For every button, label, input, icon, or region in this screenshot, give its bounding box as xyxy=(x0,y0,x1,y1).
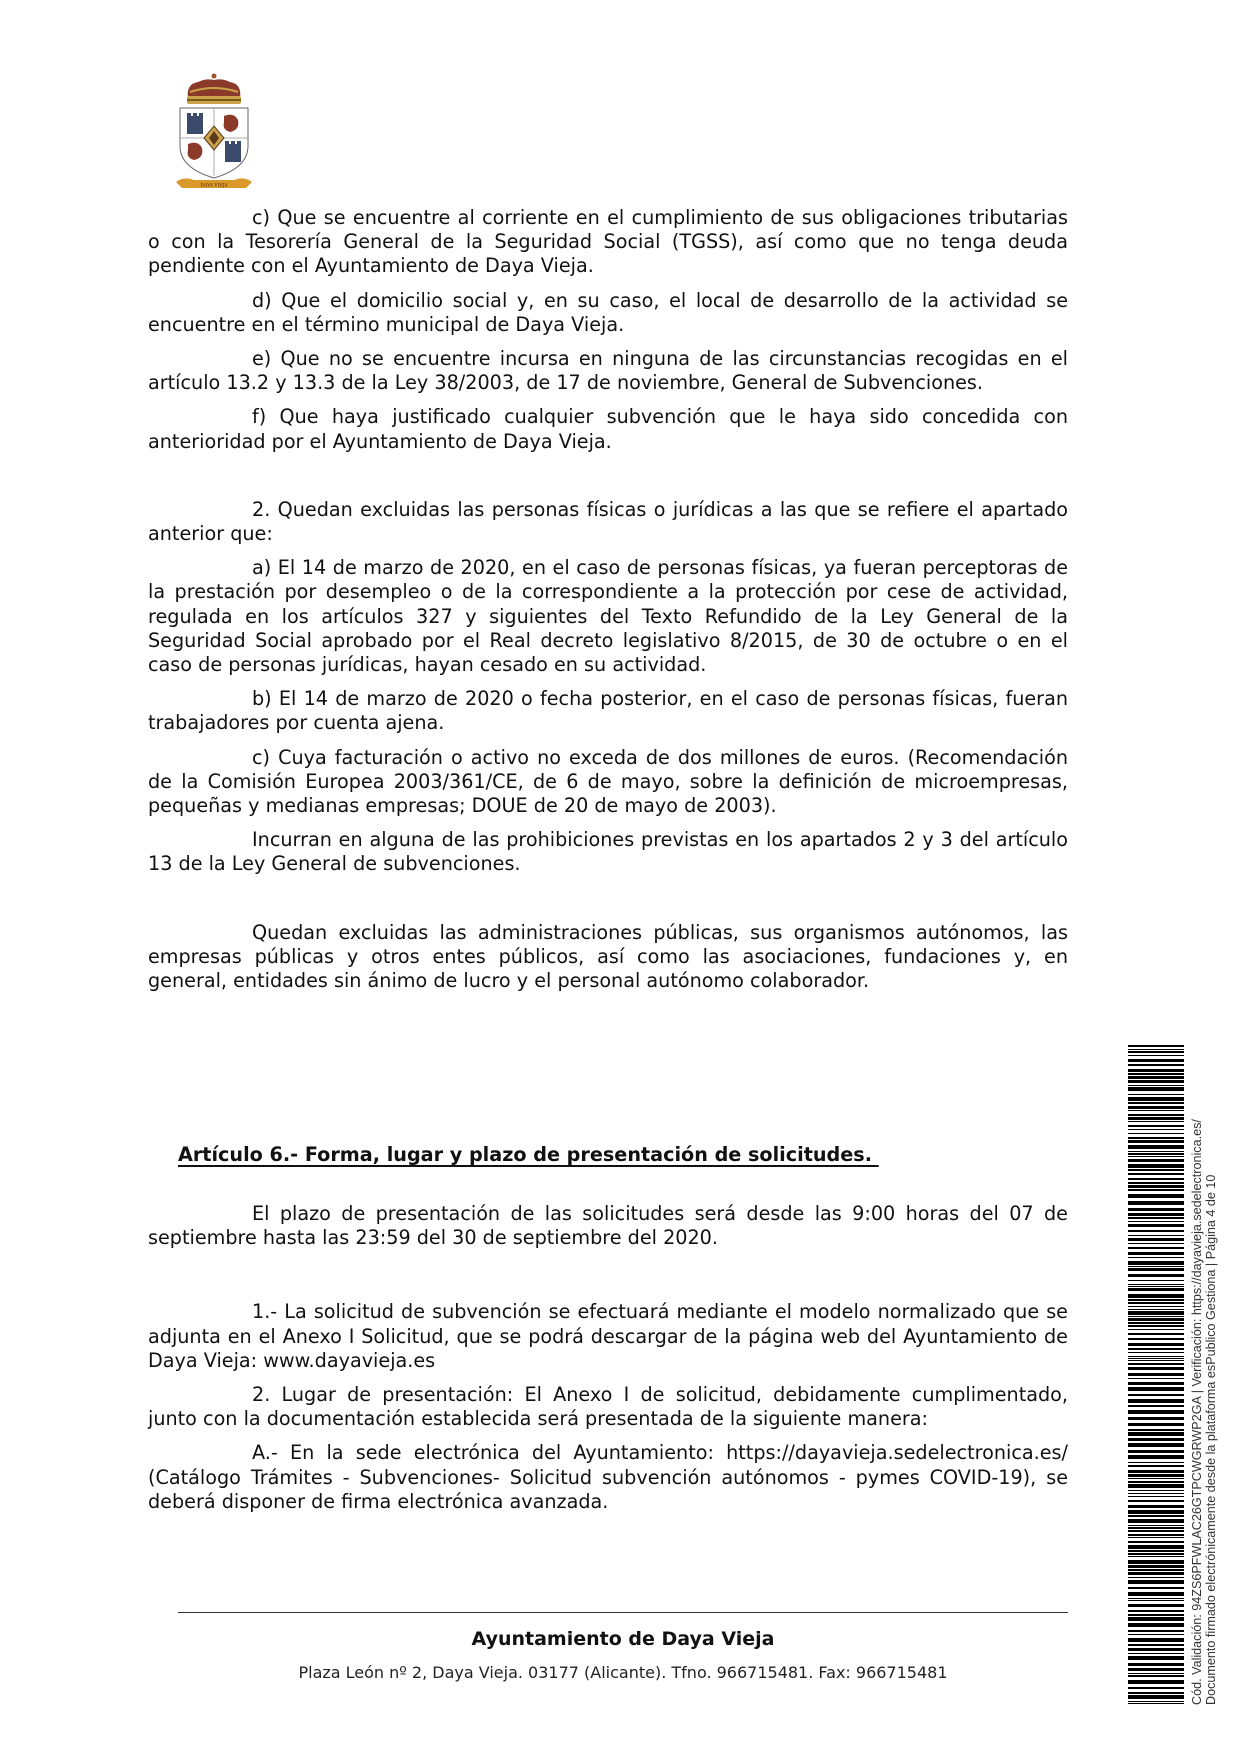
barcode-bar xyxy=(1128,1316,1184,1317)
barcode-bar xyxy=(1128,1373,1184,1376)
paragraph-electronic-office: A.- En la sede electrónica del Ayuntamiento: https://dayavieja.sedelectronica.es/ (Catálogo Trámites - Subvenciones- Solicitud subvención autónomos - pymes COVID-19), se deberá disponer de firma electrónica avanzada. xyxy=(148,1441,1068,1513)
barcode-bar xyxy=(1128,1213,1184,1216)
barcode-bar xyxy=(1128,1230,1184,1232)
validation-code-line[interactable]: Cód. Validación: 94ZS6PFWLAC26GTPCWGRWP2GA | Verificación: https://dayavieja.sedelectronica.es/ xyxy=(1190,1119,1204,1705)
barcode-bar xyxy=(1128,1630,1184,1632)
barcode-icon xyxy=(1128,1045,1184,1705)
barcode-bar xyxy=(1128,1519,1184,1523)
barcode-bar xyxy=(1128,1432,1184,1436)
barcode-bar xyxy=(1128,1159,1184,1162)
barcode-bar xyxy=(1128,1600,1184,1601)
barcode-bar xyxy=(1128,1309,1184,1310)
barcode-bar xyxy=(1128,1189,1184,1191)
barcode-bar xyxy=(1128,1429,1184,1431)
signature-platform-line: Documento firmado electrónicamente desde la plataforma esPublico Gestiona | Página 4 de 10 xyxy=(1204,1174,1218,1705)
barcode-bar xyxy=(1128,1333,1184,1335)
barcode-bar xyxy=(1128,1515,1184,1517)
verification-text xyxy=(1190,1119,1218,1705)
article-6-body xyxy=(148,1202,1068,1524)
svg-text:DAYA VIEJA: DAYA VIEJA xyxy=(200,183,228,189)
barcode-bar xyxy=(1128,1382,1184,1385)
barcode-bar xyxy=(1128,1556,1184,1557)
footer-divider xyxy=(178,1612,1068,1613)
barcode-bar xyxy=(1128,1610,1184,1612)
barcode-bar xyxy=(1128,1318,1184,1321)
barcode-bar xyxy=(1128,1306,1184,1307)
paragraph-exclusion-a: a) El 14 de marzo de 2020, en el caso de personas físicas, ya fueran perceptoras de la prestación por desempleo o de la correspondiente a la protección por cese de actividad, regulada en los artículos 327 y siguientes del Texto Refundido de la Ley General de la Seguridad Social aprobado por el Real decreto legislativo 8/2015, de 30 de octubre o en el caso de personas jurídicas, hayan cesado en su actividad. xyxy=(148,556,1068,677)
barcode-bar xyxy=(1128,1592,1184,1596)
barcode-bar xyxy=(1128,1569,1184,1571)
footer-address: Plaza León nº 2, Daya Vieja. 03177 (Alicante). Tfno. 966715481. Fax: 966715481 xyxy=(298,1663,948,1682)
barcode-bar xyxy=(1128,1577,1184,1578)
barcode-bar xyxy=(1128,1114,1184,1116)
barcode-bar xyxy=(1128,1243,1184,1244)
barcode-bar xyxy=(1128,1208,1184,1211)
barcode-bar xyxy=(1128,1286,1184,1287)
barcode-bar xyxy=(1128,1133,1184,1134)
barcode-bar xyxy=(1128,1604,1184,1607)
barcode-bar xyxy=(1128,1140,1184,1143)
crown-icon xyxy=(187,74,241,105)
barcode-bar xyxy=(1128,1145,1184,1149)
barcode-bar xyxy=(1128,1121,1184,1122)
barcode-bar xyxy=(1128,1656,1184,1660)
barcode-bar xyxy=(1128,1481,1184,1483)
barcode-bar xyxy=(1128,1668,1184,1671)
barcode-bar xyxy=(1128,1322,1184,1324)
barcode-bar xyxy=(1128,1537,1184,1538)
barcode-bar xyxy=(1128,1106,1184,1109)
barcode-bar xyxy=(1128,1363,1184,1365)
barcode-bar xyxy=(1128,1653,1184,1654)
barcode-bar xyxy=(1128,1680,1184,1684)
barcode-bar xyxy=(1128,1465,1184,1467)
barcode-bar xyxy=(1128,1525,1184,1526)
barcode-bar xyxy=(1128,1443,1184,1447)
barcode-bar xyxy=(1128,1049,1184,1050)
barcode-bar xyxy=(1128,1194,1184,1198)
barcode-bar xyxy=(1128,1329,1184,1330)
barcode-bar xyxy=(1128,1553,1184,1555)
barcode-bar xyxy=(1128,1527,1184,1529)
barcode-bar xyxy=(1128,1102,1184,1104)
barcode-bar xyxy=(1128,1510,1184,1514)
paragraph-deadline: El plazo de presentación de las solicitudes será desde las 9:00 horas del 07 de septiembre hasta las 23:59 del 30 de septiembre del 2020. xyxy=(148,1202,1068,1250)
barcode-bar xyxy=(1128,1455,1184,1459)
barcode-bar xyxy=(1128,1185,1184,1188)
barcode-bar xyxy=(1128,1094,1184,1095)
barcode-bar xyxy=(1128,1268,1184,1271)
barcode-bar xyxy=(1128,1087,1184,1091)
ribbon-banner xyxy=(176,178,252,188)
barcode-bar xyxy=(1128,1274,1184,1277)
barcode-bar xyxy=(1128,1462,1184,1463)
barcode-bar xyxy=(1128,1178,1184,1180)
barcode-bar xyxy=(1128,1638,1184,1642)
barcode-bar xyxy=(1128,1394,1184,1396)
barcode-bar xyxy=(1128,1151,1184,1152)
barcode-bar xyxy=(1128,1550,1184,1552)
barcode-bar xyxy=(1128,1080,1184,1083)
barcode-bar xyxy=(1128,1545,1184,1549)
barcode-bar xyxy=(1128,1387,1184,1391)
barcode-bar xyxy=(1128,1252,1184,1255)
barcode-bar xyxy=(1128,1261,1184,1265)
barcode-bar xyxy=(1128,1302,1184,1304)
barcode-bar xyxy=(1128,1530,1184,1532)
barcode-bar xyxy=(1128,1623,1184,1627)
article-6-heading: Artículo 6.- Forma, lugar y plazo de presentación de solicitudes. xyxy=(178,1143,879,1166)
barcode-bar xyxy=(1128,1701,1184,1702)
shield-icon xyxy=(180,108,248,178)
coat-of-arms-logo xyxy=(174,72,254,190)
barcode-bar xyxy=(1128,1417,1184,1420)
barcode-bar xyxy=(1128,1266,1184,1267)
barcode-bar xyxy=(1128,1280,1184,1281)
barcode-bar xyxy=(1128,1692,1184,1694)
paragraph-exclusion-note: Quedan excluidas las administraciones públicas, sus organismos autónomos, las empresas públicas y otros entes públicos, así como las asociaciones, fundaciones y, en general, entidades sin ánimo de lucro y el personal autónomo colaborador. xyxy=(148,920,1068,993)
barcode-bar xyxy=(1128,1703,1184,1704)
paragraph-condition-c: c) Que se encuentre al corriente en el cumplimiento de sus obligaciones tributarias o con la Tesorería General de la Seguridad Social (TGSS), así como que no tenga deuda pendiente con el Ayuntamiento de Daya Vieja. xyxy=(148,206,1068,278)
barcode-bar xyxy=(1128,1496,1184,1497)
barcode-bar xyxy=(1128,1565,1184,1568)
barcode-bar xyxy=(1128,1085,1184,1086)
barcode-bar xyxy=(1128,1164,1184,1168)
barcode-bar xyxy=(1128,1235,1184,1236)
barcode-bar xyxy=(1128,1470,1184,1473)
barcode-bar xyxy=(1128,1423,1184,1426)
barcode-bar xyxy=(1128,1169,1184,1171)
barcode-bar xyxy=(1128,1045,1184,1047)
barcode-bar xyxy=(1128,1051,1184,1053)
barcode-bar xyxy=(1128,1405,1184,1407)
barcode-bar xyxy=(1128,1125,1184,1127)
paragraph-condition-d: d) Que el domicilio social y, en su caso, el local de desarrollo de la actividad se encuentre en el término municipal de Daya Vieja. xyxy=(148,288,1068,336)
barcode-bar xyxy=(1128,1410,1184,1414)
barcode-bar xyxy=(1128,1338,1184,1340)
barcode-bar xyxy=(1128,1673,1184,1674)
barcode-bar xyxy=(1128,1257,1184,1258)
barcode-bar xyxy=(1128,1541,1184,1543)
barcode-bar xyxy=(1128,1614,1184,1616)
footer-title: Ayuntamiento de Daya Vieja xyxy=(471,1628,775,1650)
barcode-bar xyxy=(1128,1055,1184,1056)
barcode-bar xyxy=(1128,1224,1184,1227)
barcode-bar xyxy=(1128,1352,1184,1353)
barcode-bar xyxy=(1128,1173,1184,1175)
barcode-bar xyxy=(1128,1587,1184,1589)
barcode-bar xyxy=(1128,1360,1184,1361)
document-body xyxy=(148,206,1068,1003)
barcode-bar xyxy=(1128,1182,1184,1184)
barcode-bar xyxy=(1128,1356,1184,1357)
barcode-bar xyxy=(1128,1675,1184,1677)
barcode-bar xyxy=(1128,1493,1184,1494)
barcode-bar xyxy=(1128,1505,1184,1508)
barcode-bar xyxy=(1128,1490,1184,1491)
barcode-bar xyxy=(1128,1221,1184,1222)
barcode-bar xyxy=(1128,1073,1184,1075)
barcode-bar xyxy=(1128,1617,1184,1621)
paragraph-condition-e: e) Que no se encuentre incursa en ninguna de las circunstancias recogidas en el artículo 13.2 y 13.3 de la Ley 38/2003, de 17 de noviembre, General de Subvenciones. xyxy=(148,347,1068,395)
paragraph-exclusions-intro: 2. Quedan excluidas las personas físicas o jurídicas a las que se refiere el apartado anterior que: xyxy=(148,497,1068,546)
barcode-bar xyxy=(1128,1311,1184,1315)
barcode-bar xyxy=(1128,1663,1184,1666)
barcode-bar xyxy=(1128,1500,1184,1502)
barcode-bar xyxy=(1128,1478,1184,1479)
barcode-bar xyxy=(1128,1358,1184,1359)
barcode-bar xyxy=(1128,1534,1184,1536)
barcode-bar xyxy=(1128,1580,1184,1584)
barcode-bar xyxy=(1128,1129,1184,1130)
paragraph-exclusion-b: b) El 14 de marzo de 2020 o fecha posterior, en el caso de personas físicas, fueran trabajadores por cuenta ajena. xyxy=(148,687,1068,735)
barcode-bar xyxy=(1128,1294,1184,1298)
barcode-bar xyxy=(1128,1695,1184,1699)
barcode-bar xyxy=(1128,1059,1184,1062)
paragraph-application-form: 1.- La solicitud de subvención se efectuará mediante el modelo normalizado que se adjunta en el Anexo I Solicitud, que se podrá descargar de la página web del Ayuntamiento de Daya Vieja: www.dayavieja.es xyxy=(148,1300,1068,1372)
barcode-bar xyxy=(1128,1438,1184,1441)
barcode-bar xyxy=(1128,1644,1184,1646)
barcode-bar xyxy=(1128,1238,1184,1241)
paragraph-exclusion-prohibitions: Incurran en alguna de las prohibiciones previstas en los apartados 2 y 3 del artículo 13 de la Ley General de subvenciones. xyxy=(148,828,1068,876)
barcode-bar xyxy=(1128,1153,1184,1155)
barcode-bar xyxy=(1128,1201,1184,1205)
barcode-bar xyxy=(1128,1069,1184,1072)
barcode-bar xyxy=(1128,1450,1184,1453)
barcode-bar xyxy=(1128,1076,1184,1079)
barcode-bar xyxy=(1128,1572,1184,1575)
barcode-bar xyxy=(1128,1343,1184,1346)
barcode-bar xyxy=(1128,1560,1184,1564)
paragraph-condition-f: f) Que haya justificado cualquier subvención que le haya sido concedida con anterioridad por el Ayuntamiento de Daya Vieja. xyxy=(148,405,1068,453)
barcode-bar xyxy=(1128,1097,1184,1101)
barcode-bar xyxy=(1128,1648,1184,1651)
barcode-bar xyxy=(1128,1247,1184,1249)
paragraph-submission-place: 2. Lugar de presentación: El Anexo I de solicitud, debidamente cumplimentado, junto con la documentación establecida será presentada de la siguiente manera: xyxy=(148,1383,1068,1431)
barcode-bar xyxy=(1128,1064,1184,1066)
barcode-bar xyxy=(1128,1284,1184,1285)
barcode-bar xyxy=(1128,1325,1184,1327)
barcode-bar xyxy=(1128,1378,1184,1379)
barcode-bar xyxy=(1128,1217,1184,1219)
barcode-bar xyxy=(1128,1348,1184,1350)
paragraph-exclusion-c: c) Cuya facturación o activo no exceda de dos millones de euros. (Recomendación de la Comisión Europea 2003/361/CE, de 6 de mayo, sobre la definición de microempresas, pequeñas y medianas empresas; DOUE de 20 de mayo de 2003). xyxy=(148,745,1068,818)
barcode-bar xyxy=(1128,1687,1184,1689)
barcode-bar xyxy=(1128,1110,1184,1111)
barcode-bar xyxy=(1128,1299,1184,1301)
barcode-bar xyxy=(1128,1399,1184,1403)
barcode-bar xyxy=(1128,1634,1184,1635)
barcode-bar xyxy=(1128,1598,1184,1599)
barcode-bar xyxy=(1128,1117,1184,1120)
barcode-bar xyxy=(1128,1474,1184,1477)
barcode-bar xyxy=(1128,1484,1184,1488)
barcode-bar xyxy=(1128,1367,1184,1370)
barcode-bar xyxy=(1128,1156,1184,1157)
barcode-bar xyxy=(1128,1137,1184,1139)
barcode-bar xyxy=(1128,1288,1184,1291)
